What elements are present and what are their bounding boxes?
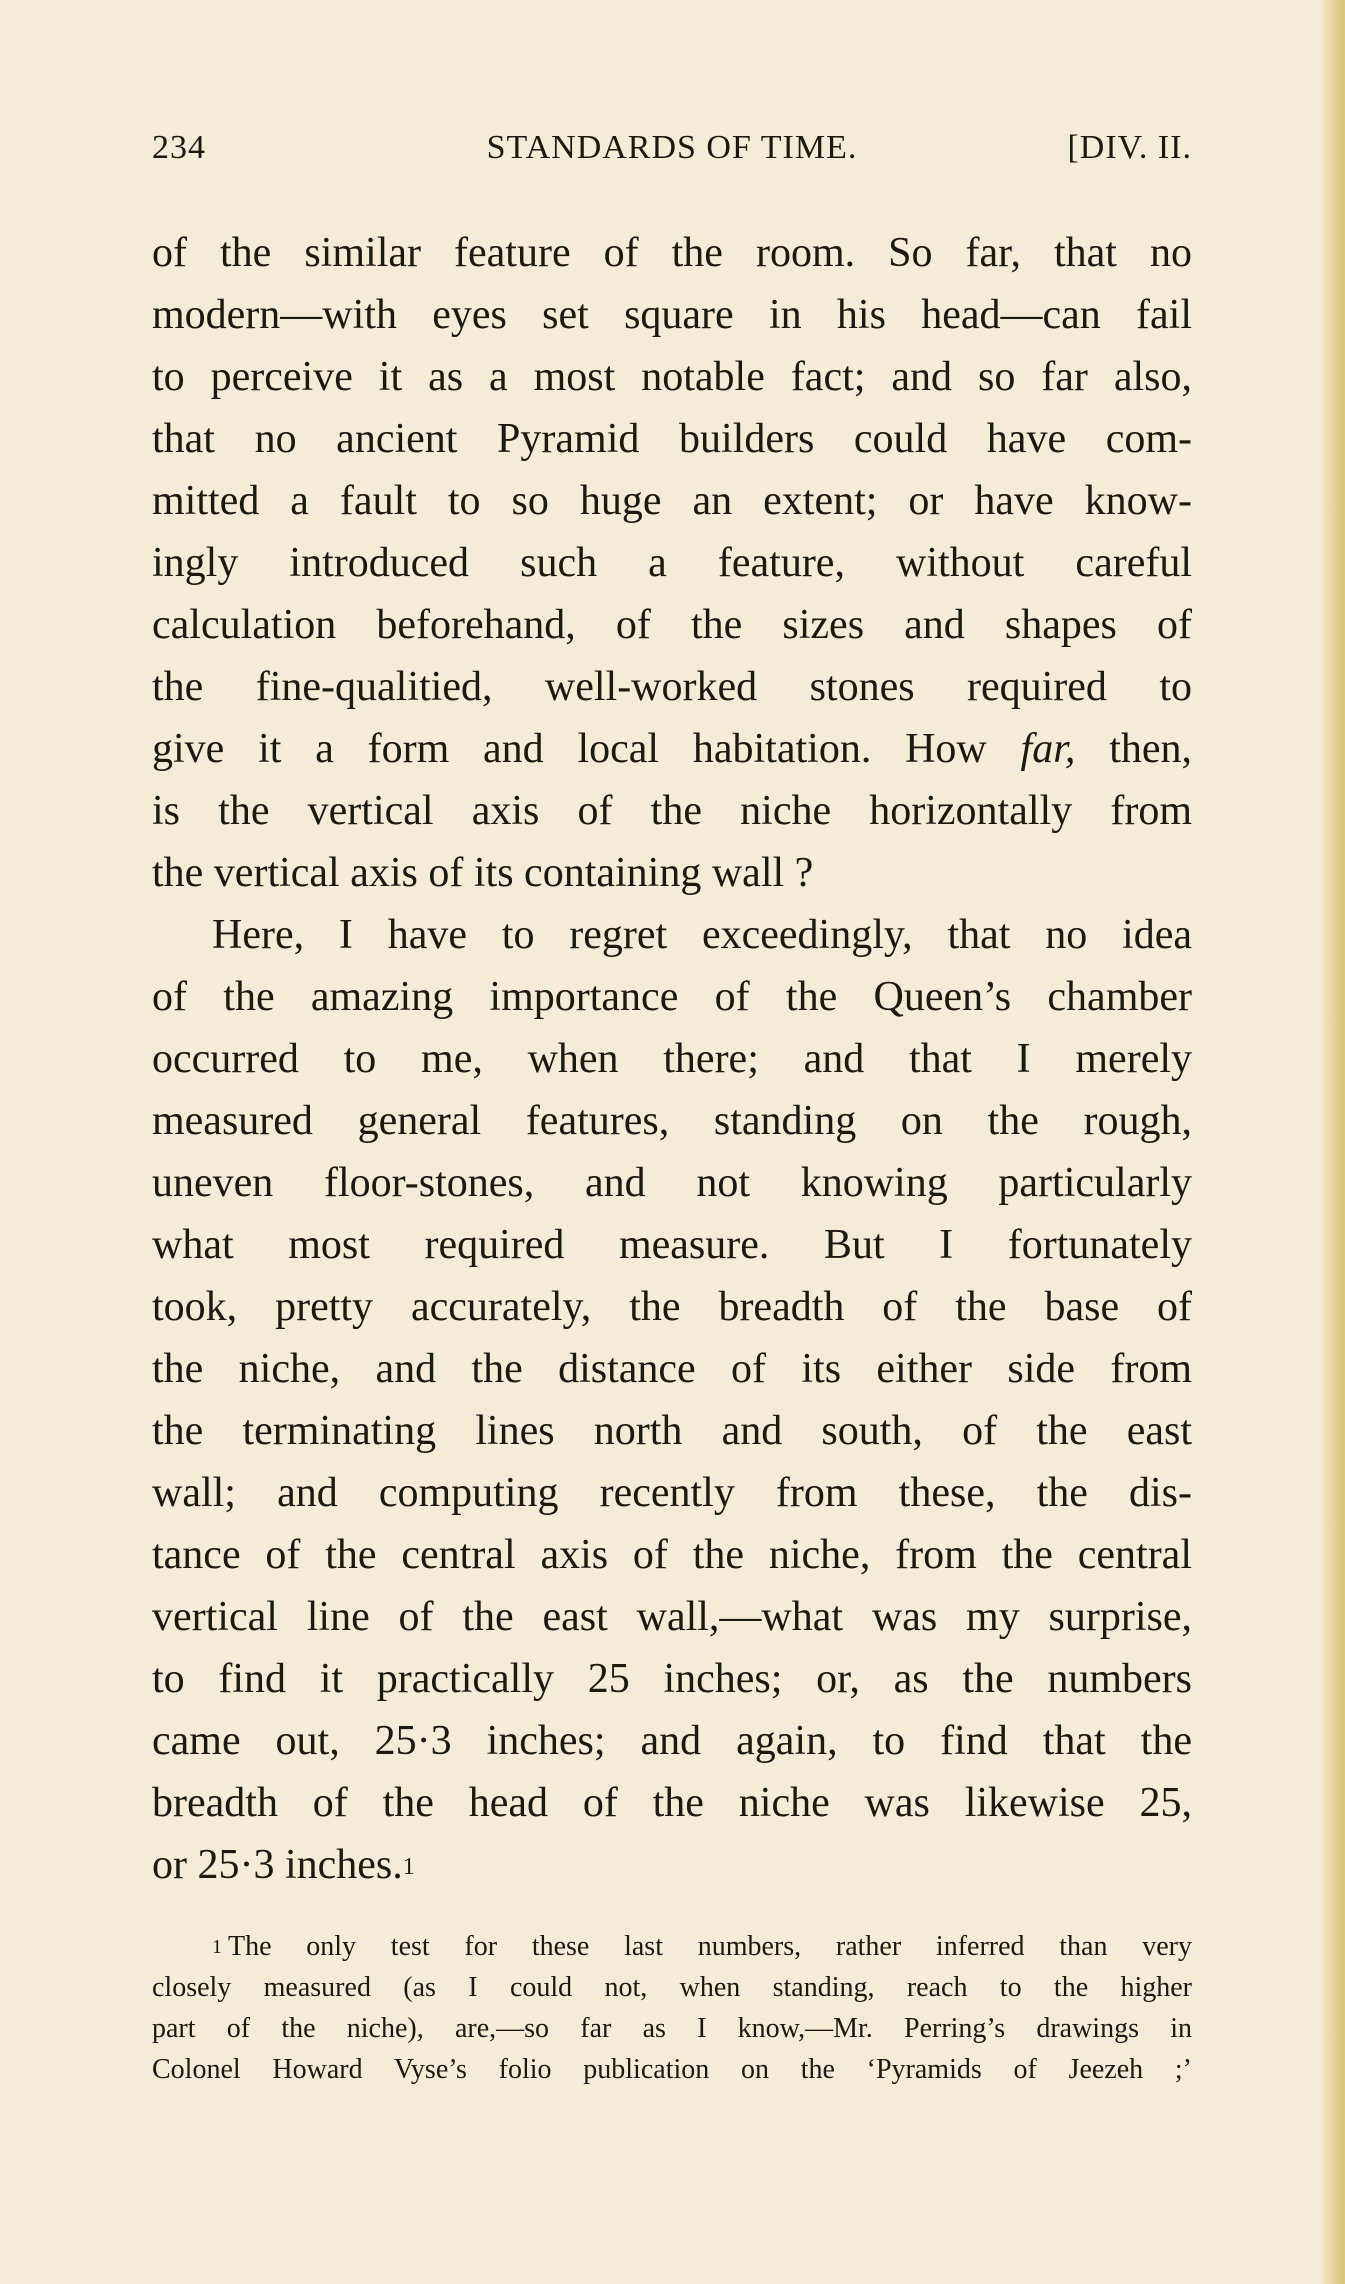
text-line: vertical line of the east wall,—what was my surprise, [152,1594,1192,1640]
text-line: ingly introduced such a feature, without careful [152,540,1192,586]
text-line: what most required measure. But I fortunately [152,1222,1192,1268]
running-header [152,122,1192,174]
text-line: to perceive it as a most notable fact; and so far also, [152,354,1192,400]
text-line: that no ancient Pyramid builders could have com- [152,416,1192,462]
footnote-line: Colonel Howard Vyse’s folio publication on the ‘Pyramids of Jeezeh ;’ [152,2054,1192,2085]
text-line [152,1834,1192,1896]
text-line: occurred to me, when there; and that I merely [152,1036,1192,1082]
footnote [152,1926,1192,2090]
page-number: 234 [152,129,206,166]
footnote-text: The only test for these last numbers, rather inferred than very [228,1931,1192,1962]
footnote-line: closely measured (as I could not, when standing, reach to the higher [152,1972,1192,2003]
running-title: STANDARDS OF TIME. [486,129,858,166]
text-line: came out, 25·3 inches; and again, to find that the [152,1718,1192,1764]
text-line: breadth of the head of the niche was likewise 25, [152,1780,1192,1826]
text-line: measured general features, standing on the rough, [152,1098,1192,1144]
division-marker: [DIV. II. [1067,129,1192,166]
text-line: of the similar feature of the room. So far, that no [152,230,1192,276]
text-line: took, pretty accurately, the breadth of the base of [152,1284,1192,1330]
text-segment: or 25·3 inches. [152,1842,403,1888]
body-text [152,222,1192,1896]
text-line: wall; and computing recently from these, the dis- [152,1470,1192,1516]
italic-emphasis: far, [1020,726,1076,772]
footnote-line: part of the niche), are,—so far as I know,—Mr. Perring’s drawings in [152,2013,1192,2044]
text-line: calculation beforehand, of the sizes and shapes of [152,602,1192,648]
text-line: Here, I have to regret exceedingly, that no idea [212,912,1192,958]
text-segment: give it a form and local habitation. How [152,726,987,772]
footnote-mark: 1 [212,1936,222,1958]
text-line: tance of the central axis of the niche, from the central [152,1532,1192,1578]
page-edge [1323,0,1345,2284]
text-line: to find it practically 25 inches; or, as the numbers [152,1656,1192,1702]
text-line: is the vertical axis of the niche horizontally from [152,788,1192,834]
text-line: mitted a fault to so huge an extent; or have know- [152,478,1192,524]
text-line: modern—with eyes set square in his head—can fail [152,292,1192,338]
text-segment: then, [1109,726,1192,772]
text-line: uneven floor-stones, and not knowing particularly [152,1160,1192,1206]
footnote-line [152,1926,1192,1967]
text-line [152,718,1192,780]
text-line: the niche, and the distance of its either side from [152,1346,1192,1392]
text-line: of the amazing importance of the Queen’s chamber [152,974,1192,1020]
text-line: the vertical axis of its containing wall ? [152,850,814,896]
text-line: the terminating lines north and south, of the east [152,1408,1192,1454]
footnote-reference: 1 [402,1854,415,1880]
text-line: the fine-qualitied, well-worked stones required to [152,664,1192,710]
